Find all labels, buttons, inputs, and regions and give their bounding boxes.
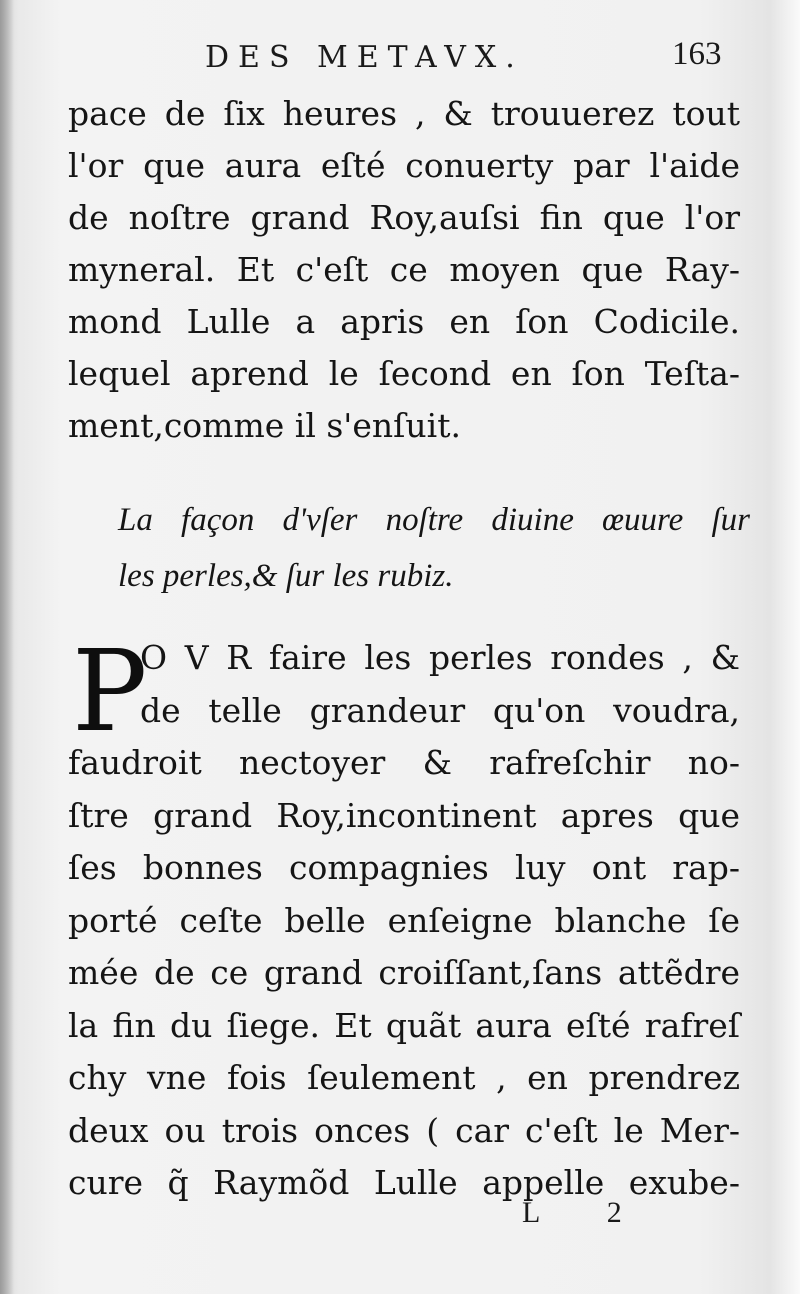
section-heading — [118, 492, 750, 604]
paragraph-1 — [68, 88, 740, 452]
text-line: mond Lulle a apris en ſon Codicile. — [68, 302, 740, 341]
text-line: pace de ſix heures , & trouuerez tout — [68, 94, 740, 133]
text-line: O V R faire les perles rondes , & — [140, 638, 740, 677]
text-line: ſes bonnes compagnies luy ont rap- — [68, 848, 740, 887]
text-line: deux ou trois onces ( car c'eſt le Mer- — [68, 1110, 740, 1150]
drop-cap: P — [72, 627, 148, 757]
text-line: faudroit nectoyer & rafreſchir no- — [68, 743, 740, 782]
text-line: la fin du ſiege. Et quãt aura eſté rafreſ — [68, 1005, 740, 1045]
text-line: mée de ce grand croiſſant,ſans attẽdre — [68, 953, 740, 992]
text-line: chy vne fois ſeulement , en prendrez — [68, 1058, 740, 1097]
paragraph-2 — [68, 627, 740, 1210]
page-number: 163 — [672, 36, 722, 72]
heading-line: La façon d'vſer noſtre diuine œuure ſur — [118, 502, 750, 538]
text-line: ment,comme il s'enſuit. — [68, 406, 461, 445]
page-gutter-shadow — [0, 0, 14, 1294]
text-line: porté ceſte belle enſeigne blanche ſe — [68, 900, 740, 940]
text-line: cure q̃ Raymõd Lulle appelle exube- — [68, 1163, 740, 1202]
signature-mark: L 2 — [522, 1196, 652, 1229]
text-line: de noſtre grand Roy,auſsi fin que l'or — [68, 198, 740, 237]
text-line: myneral. Et c'eſt ce moyen que Ray- — [68, 250, 740, 289]
heading-line: les perles,& ſur les rubiz. — [118, 558, 454, 594]
text-line: lequel aprend le ſecond en ſon Teſta- — [68, 354, 740, 393]
text-line: de telle grandeur qu'on voudra, — [140, 690, 740, 730]
text-line: ſtre grand Roy,incontinent apres que — [68, 795, 740, 835]
running-title: DES METAVX. — [205, 40, 524, 75]
text-line: l'or que aura eſté conuerty par l'aide — [68, 146, 740, 185]
